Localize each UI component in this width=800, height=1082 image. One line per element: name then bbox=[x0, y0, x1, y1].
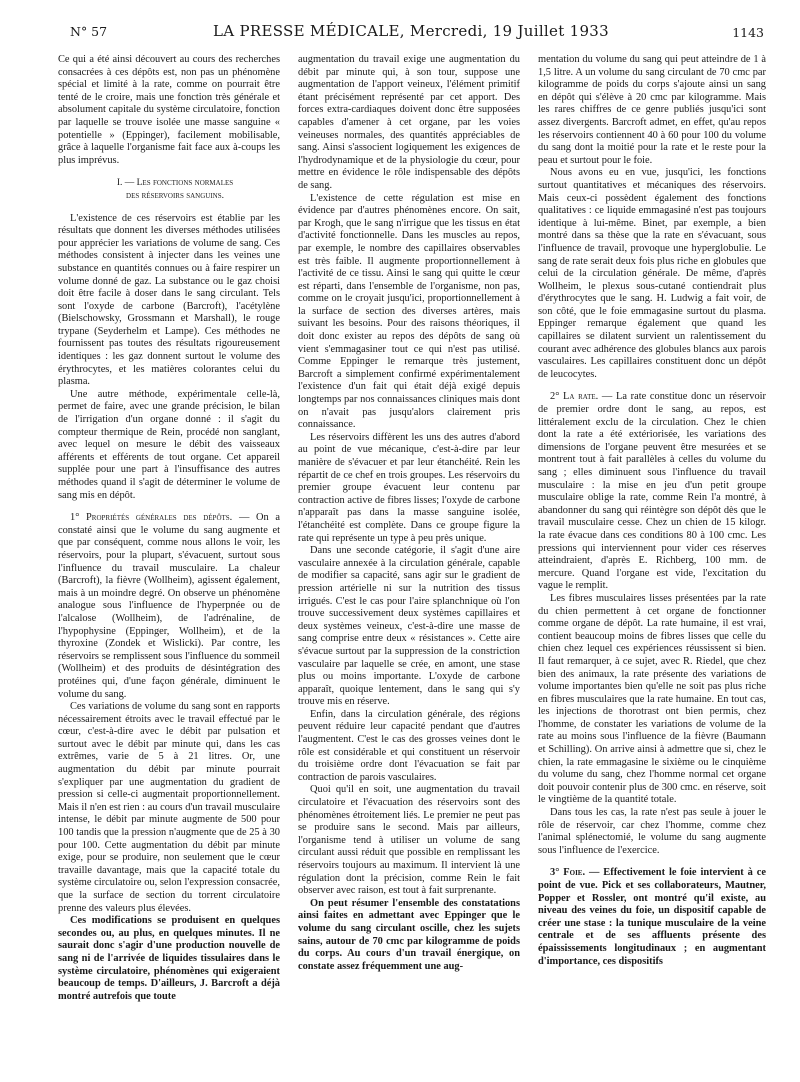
subsection-heading: 2° La rate. bbox=[550, 391, 599, 403]
paragraph: L'existence de ces réservoirs est établie par les résultats que donnent les diverses méthodes utilisées pour apprécier les variations de volume de sang. Ces méthodes consistent à injecter dans les veines une substance en quantités connues ou à faire respirer un volume donné de gaz. La substance ou le gaz choisi doit être facile à doser dans le sang circulant. Tels sont l'oxyde de carbone (Barcroft), l'acétylène (Bielschowsky, Grossmann et Marshall), le rouge trypane (Seyderhelm et Lampe). Ces méthodes ne fournissent pas toutes des résultats rigoureusement identiques : les gaz donnent surtout le volume des érythrocytes, et les matières colorantes celui du plasma. bbox=[58, 212, 280, 388]
section-heading: des réservoirs sanguins. bbox=[126, 190, 224, 201]
subsection-heading: 3° Foie. bbox=[550, 867, 586, 879]
paragraph: L'existence de cette régulation est mise en évidence par d'autres phénomènes encore. On sait, par Krogh, que le sang n'irrigue que les tissus en état d'activité fonctionnelle. Dans les muscles au repos, par exemple, le nombre des capillaires observables est très faible. Il augmente proportionnellement à l'activité de ce tissu. Ainsi le sang qui quitte le cœur est réparti, dans l'ensemble de l'organisme, non pas, comme on le croyait jusqu'ici, proportionnellement à la surface de section des diverses artères, mais suivant les besoins. Pour des raisons théoriques, il doit donc exister au repos des dépôts de sang où vient s'emmagasiner tout ce qui n'est pas utilisé. Comme Eppinger le remarque très justement, Barcroft a simplement confirmé expérimentalement l'existence d'un fait qui était déjà exigé depuis longtemps par nos connaissances cliniques mais dont on n'avait pas jusqu'alors clairement pris connaissance. bbox=[298, 192, 520, 431]
column-2 bbox=[298, 54, 520, 1076]
paragraph: 2° La rate. — La rate constitue donc un réservoir de premier ordre dont le sang, au repos, est littéralement exclu de la circulation. Chez le chien dont la rate a été extériorisée, les variations des dimensions de l'organe peuvent être mesurées et se montrent tout à fait parallèles à celles du volume du sang ; elles diminuent sous l'influence du travail musculaire : la mise en jeu d'un petit groupe musculaire oblige la rate, comme Rein l'a montré, à abandonner du sang qui réintègre son dépôt dès que le travail musculaire cesse. Chez un chien de 15 kilogr. la rate évacue dans ces conditions 80 à 100 cmc. Les pressions qui interviennent pour vider ces réserves atteindraient, d'après E. Richberg, 100 mm. de mercure. Quand l'organe est vide, l'excitation du vague le remplit. bbox=[538, 391, 766, 592]
paragraph: Les fibres musculaires lisses présentées par la rate du chien permettent à cet organe de fonctionner comme organe de dépôt. La rate humaine, il est vrai, contient beaucoup moins de fibres lisses que celle du chien chez lequel ces expériences réussissent si bien. Il faut remarquer, à ce sujet, avec R. Riedel, que chez bien des animaux, la rate présente des variations de volume importantes bien qu'elle ne soit pas plus riche en fibres musculaires que la rate humaine. En tout cas, les injections de thorotrast ont bien permis, chez l'homme, de constater les variations de volume de la rate au moins sous l'influence de la fièvre (Baumann et Schilling). On arrive ainsi à admettre que si, chez le chien, la rate emmagasine le sixième ou le cinquième du volume du sang, chez l'homme normal cet organe doit pouvoir contenir plus de 300 cmc. en réserve, soit le vingtième de la quantité totale. bbox=[538, 592, 766, 806]
paragraph: Dans une seconde catégorie, il s'agit d'une aire vasculaire annexée à la circulation générale, capable de modifier sa capacité, sans agir sur le gradient de pression artérielle ni sur la nutrition des tissus irrigués. C'est le cas pour l'aire splanchnique où l'on trouve successivement deux systèmes capillaires et deux systèmes veineux, c'est-à-dire une masse de sang comprise entre deux « résistances ». Cette aire s'évacue surtout par la suppression de la constriction vasculaire par laquelle se crée, en amont, une stase plus ou moins importante. L'oxyde de carbone apparaît, quoique lentement, dans le sang qui s'y trouve mis en réserve. bbox=[298, 545, 520, 708]
paragraph: Dans tous les cas, la rate n'est pas seule à jouer le rôle de réservoir, car chez l'homme, comme chez l'animal splénectomié, le volume du sang augmente sous l'influence de l'exercice. bbox=[538, 807, 766, 856]
paragraph: augmentation du travail exige une augmentation du débit par minute qui, à son tour, suppose une augmentation de l'apport veineux, l'élément primitif étant précisément représenté par cet apport. Des forces extra-cardiaques doivent donc être supposées capables d'amener à cet organe, par les voies veineuses normales, des quantités appréciables de sang. Ainsi s'associent logiquement les exigences de l'hydrodynamique et de la physiologie du cœur, pour mettre en évidence le rôle indispensable des dépôts de sang. bbox=[298, 54, 520, 191]
paragraph: Enfin, dans la circulation générale, des régions peuvent réduire leur capacité pendant que d'autres l'augmentent. C'est le cas des grosses veines dont le rôle est considérable et qui constituent un réservoir du troisième ordre dont l'évacuation se fait par contraction de parois vasculaires. bbox=[298, 708, 520, 783]
page-header bbox=[58, 0, 764, 42]
column-3 bbox=[538, 54, 766, 1076]
paragraph: Nous avons eu en vue, jusqu'ici, les fonctions surtout quantitatives et mécaniques des réservoirs. Mais ceux-ci possèdent également des fonctions qualitatives : ce liquide emmagasiné n'est pas toujours identique à lui-même. Binet, par exemple, a bien montré dans sa thèse que la rate en s'évacuant, sous l'influence de travail, provoque une hyperglobulie. Le sang de rate serait deux fois plus riche en globules que celui de la circulation générale. De même, d'après Wollheim, le plexus sous-cutané contiendrait plus d'érythrocytes que le sang. H. Ludwig a fait voir, de son côté, que le foie emmagasine surtout du plasma. Eppinger remarque également que quand les capillaires se dilatent survient un ralentissement du courant avec adhérence des globules blancs aux parois vasculaires. Les capillaires constituent donc un dépôt de leucocytes. bbox=[538, 167, 766, 380]
section-heading: I. — Les fonctions normales bbox=[116, 178, 234, 189]
journal-title: LA PRESSE MÉDICALE, Mercredi, 19 Juillet 1933 bbox=[213, 22, 609, 40]
issue-number: N° 57 bbox=[70, 24, 108, 39]
paragraph: Ces modifications se produisent en quelques secondes ou, au plus, en quelques minutes. Il ne saurait donc s'agir d'une production nouvelle de sang ni de l'arrivée de liquides tissulaires dans le système circulatoire, phénomènes qui exigeraient beaucoup de temps. D'ailleurs, J. Barcroft a déjà montré autrefois que toute bbox=[58, 915, 280, 1002]
paragraph: On peut résumer l'ensemble des constatations ainsi faites en admettant avec Eppinger que le volume du sang circulant oscille, chez les sujets sains, autour de 70 cmc par kilogramme de poids du corps. Au cours d'un travail énergique, on constate assez fréquemment une aug- bbox=[298, 897, 520, 972]
paragraph: Les réservoirs diffèrent les uns des autres d'abord au point de vue mécanique, c'est-à-dire par leur manière de s'évacuer et par leur étanchéité. Rein les répartit de ce chef en trois groupes. Les réservoirs du premier groupe évacuent leur contenu par contraction active de fibres lisses; l'oxyde de carbone n'apparaît pas dans la masse sanguine isolée, l'étanchéité est complète. Dans ce groupe figure la rate qui représente un type à peu près unique. bbox=[298, 431, 520, 544]
paragraph: Ces variations de volume du sang sont en rapports nécessairement étroits avec le travail effectué par le cœur, c'est-à-dire avec le débit par pulsation et surtout avec le débit par minute qui, dans les cas extrêmes, varie de 5 à 21 litres. Or, une augmentation du débit par minute pourrait s'expliquer par une augmentation du gradient de pression si celle-ci augmentait proportionnellement. Mais il n'en est rien : au cours d'un travail musculaire intense, le débit par minute augmente de 500 pour 100 tandis que la pression n'augmente que de 25 à 30 pour 100. Cette augmentation du débit par minute exige, pour se produire, non seulement que le cœur travaille davantage, mais que la capacité totale du système circulatoire ou, selon l'expression consacrée, que la surface de section du torrent circulatoire prenne des valeurs plus élevées. bbox=[58, 701, 280, 914]
page-number: 1143 bbox=[732, 25, 764, 40]
paragraph: Ce qui a été ainsi découvert au cours des recherches consacrées à ces dépôts est, non pas un phénomène spécial et limité à la rate, comme on pourrait être tenté de le croire, mais une fonction très générale et absolument capitale du système circulatoire, fonction par laquelle se trouve isolée une masse sanguine « potentielle » (Eppinger), facilement mobilisable, grâce à laquelle l'organisme fait face aux à-coups les plus imprévus. bbox=[58, 54, 280, 166]
paragraph: 1° Propriétés générales des dépôts. — On a constaté ainsi que le volume du sang augmente et que par conséquent, comme nous allons le voir, les réservoirs, pour la plupart, s'évacuent, surtout sous l'influence du travail musculaire. La chaleur (Barcroft), la fièvre (Wollheim), agissent également, mais à un moindre degré. On observe un phénomène analogue sous l'influence de l'hyperpnée ou de l'alcalose (Wollheim), de l'adrénaline, de l'hypophysine (Eppinger, Wollheim), et de la thyroxine (Zondek et Wislicki). Par contre, les réservoirs se remplissent sous l'influence du sommeil (Wollheim) et des produits de désintégration des protéines qui, d'une façon générale, diminuent le volume du sang. bbox=[58, 512, 280, 700]
subsection-heading: 1° Propriétés générales des dépôts. bbox=[70, 512, 233, 524]
column-1 bbox=[58, 54, 280, 1076]
paragraph: Une autre méthode, expérimentale celle-là, permet de faire, avec une grande précision, le bilan de l'irrigation d'un organe donné : il s'agit du compteur thermique de Rein, procédé non sanglant, avec lequel on mesure le débit des vaisseaux afférents et efférents de tout organe. Cet appareil supplée pour une part à l'insuffisance des autres méthodes quand il s'agit de déterminer le volume de sang mis en dépôt. bbox=[58, 388, 280, 501]
paragraph: 3° Foie. — Effectivement le foie intervient à ce point de vue. Pick et ses collaborateurs, Mautner, Popper et Rossler, ont montré qu'il existe, au niveau des veines du foie, un dispositif capable de créer une stase : la tunique musculaire de la veine centrale et de ses affluents présente des épaississements longitudinaux ; en augmentant d'importance, ces dispositifs bbox=[538, 867, 766, 967]
article-body bbox=[58, 54, 770, 1076]
paragraph: mentation du volume du sang qui peut atteindre de 1 à 1,5 litre. A un volume du sang circulant de 70 cmc par kilogramme de poids du corps s'ajoute ainsi un sang en dépôt qui s'élève à 20 cmc par kilogramme. Mais les rares chiffres de ce genre publiés jusqu'ici sont assez divergents. Barcroft admet, en effet, qu'au repos les réservoirs contiennent 40 à 60 pour 100 du volume du sang dont la moitié pour la rate et le reste pour la peau et surtout pour le foie. bbox=[538, 54, 766, 166]
paragraph: Quoi qu'il en soit, une augmentation du travail circulatoire et l'évacuation des réservoirs sont des phénomènes étroitement liés. Le premier ne peut pas se produire sans le second. Mais par ailleurs, l'organisme tend à utiliser un volume de sang circulant aussi réduit que possible en remplissant les réservoirs toujours au maximum. Il intervient là une régulation dont la précision, comme Rein le fait observer avec raison, est tout à fait surprenante. bbox=[298, 784, 520, 897]
